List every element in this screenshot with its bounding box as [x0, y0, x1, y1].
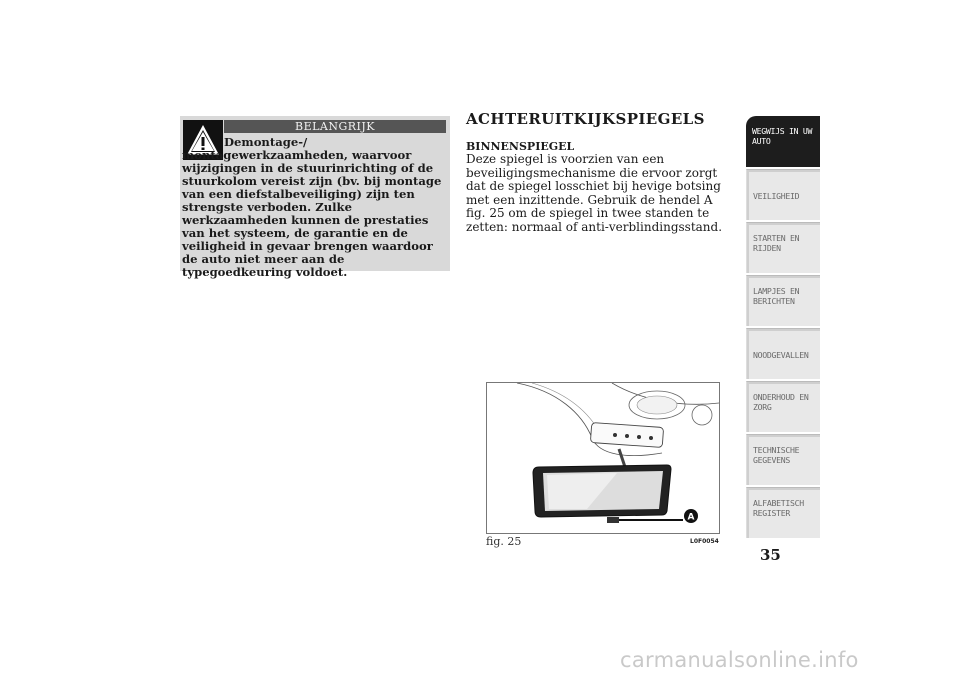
tab-veiligheid[interactable]: VEILIGHEID: [746, 169, 820, 220]
tab-wegwijs[interactable]: WEGWIJS IN UW AUTO: [746, 116, 820, 167]
tab-technische[interactable]: TECHNISCHE GEGEVENS: [746, 434, 820, 485]
page-number: 35: [760, 546, 781, 564]
tab-lampjes[interactable]: LAMPJES EN BERICHTEN: [746, 275, 820, 326]
figure-caption: fig. 25: [486, 535, 522, 548]
figure-label-a: A: [687, 512, 695, 523]
tab-onderhoud[interactable]: ONDERHOUD EN ZORG: [746, 381, 820, 432]
warning-heading: BELANGRIJK: [224, 120, 446, 133]
tab-noodgevallen[interactable]: NOODGEVALLEN: [746, 328, 820, 379]
section-title: ACHTERUITKIJKSPIEGELS: [466, 110, 705, 128]
figure-code: L0F0054: [690, 538, 719, 545]
chapter-tabs: [746, 116, 820, 540]
tab-register[interactable]: ALFABETISCH REGISTER: [746, 487, 820, 538]
tab-starten[interactable]: STARTEN EN RIJDEN: [746, 222, 820, 273]
section-subtitle: BINNENSPIEGEL: [466, 140, 575, 153]
watermark: carmanualsonline.info: [620, 648, 859, 672]
warning-box: [180, 116, 450, 279]
warning-text: Demontage-/ montagewerkzaamheden, waarvoor wijzigingen in de stuurinrichting of de stuurkolom vereist zijn (bv. bij montage van een diefstalbeveiliging) zijn ten strengste verboden. Zulke werkzaamheden kunnen de prestaties van het systeem, de garantie en de veiligheid in gevaar brengen waardoor de auto niet meer aan de typegoedkeuring voldoet.: [182, 135, 442, 279]
section-body: Deze spiegel is voorzien van een beveiligingsmechanisme die ervoor zorgt dat de spiegel losschiet bij hevige botsing met een inzittende. Gebruik de hendel A fig. 25 om de spiegel in twee standen te zetten: normaal of anti-verblindingsstand.: [466, 152, 723, 234]
figure-mirror-illustration: [486, 382, 720, 534]
